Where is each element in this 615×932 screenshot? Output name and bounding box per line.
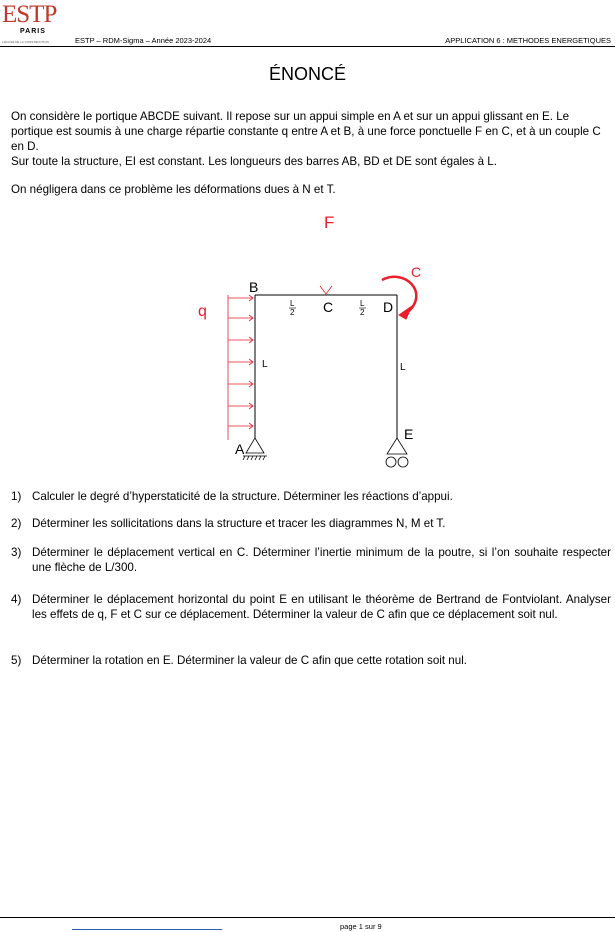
- support-e-icon: [386, 438, 408, 467]
- question-number: 4): [11, 593, 22, 606]
- logo-city: PARIS: [20, 28, 46, 35]
- footer-rule: [0, 917, 615, 918]
- label-length-ab: L: [262, 359, 268, 370]
- question-text: Déterminer le déplacement horizontal du point E en utilisant le théorème de Bertrand de Fontviolant. Analyser les effets de q, F et C sur ce déplacement. Déterminer la valeur de C afin que ce déplacement soit nul.: [32, 593, 611, 621]
- label-couple-c: C: [411, 264, 422, 280]
- question-4: [11, 592, 611, 622]
- svg-text:L: L: [290, 299, 295, 308]
- label-length-de: L: [400, 362, 406, 373]
- support-a-icon: [243, 438, 267, 460]
- distributed-load-q: [228, 295, 253, 440]
- question-number: 3): [11, 546, 22, 559]
- question-text: Calculer le degré d’hyperstaticité de la structure. Déterminer les réactions d’appui.: [32, 490, 453, 503]
- force-f-arrowhead: [320, 286, 332, 294]
- question-2: [11, 516, 611, 531]
- question-1: [11, 489, 611, 504]
- portal-frame-figure: [0, 200, 615, 480]
- svg-text:2: 2: [360, 308, 365, 317]
- question-text: Déterminer la rotation en E. Déterminer la valeur de C afin que cette rotation soit nul.: [32, 654, 467, 667]
- label-point-b: B: [249, 279, 259, 295]
- frame-structure: [255, 295, 397, 438]
- label-load-q: q: [198, 303, 207, 320]
- label-point-d: D: [383, 299, 394, 315]
- question-number: 5): [11, 654, 22, 667]
- question-text: Déterminer le déplacement vertical en C. Déterminer l’inertie minimum de la poutre, si l’on souhaite respecter une flèche de L/300.: [32, 546, 611, 574]
- label-half-cd: [359, 299, 366, 317]
- label-point-a: A: [235, 441, 245, 457]
- label-force-f: F: [324, 213, 335, 232]
- logo-tagline: L'ÉCOLE DE LA CONSTRUCTION: [2, 40, 49, 44]
- footer-link-underline: [72, 929, 222, 930]
- note-paragraph: On négligera dans ce problème les déformations dues à N et T.: [11, 183, 336, 196]
- page-title: ÉNONCÉ: [268, 64, 346, 84]
- label-point-c: C: [323, 299, 334, 315]
- question-5: [11, 653, 611, 668]
- label-point-e: E: [404, 426, 414, 442]
- estp-logo: [2, 2, 64, 46]
- logo-wordmark: ESTP: [2, 1, 57, 28]
- svg-text:L: L: [360, 299, 365, 308]
- header-course: ESTP – RDM-Sigma – Année 2023-2024: [75, 36, 212, 45]
- header-rule: [0, 46, 615, 47]
- question-number: 1): [11, 490, 22, 503]
- svg-text:2: 2: [290, 308, 295, 317]
- question-3: [11, 545, 611, 575]
- question-text: Déterminer les sollicitations dans la structure et tracer les diagrammes N, M et T.: [32, 517, 446, 530]
- intro-paragraph: On considère le portique ABCDE suivant. Il repose sur un appui simple en A et sur un appui glissant en E. Le portique est soumis à une charge répartie constante q entre A et B, à une force ponctuelle F en C, et à un couple C en D. Sur toute la structure, EI est constant. Les longueurs des barres AB, BD et DE sont égales à L.: [11, 110, 601, 168]
- page-number: page 1 sur 9: [340, 922, 382, 931]
- question-number: 2): [11, 517, 22, 530]
- header-application: APPLICATION 6 : METHODES ENERGETIQUES: [445, 36, 611, 45]
- label-half-bc: [289, 299, 296, 317]
